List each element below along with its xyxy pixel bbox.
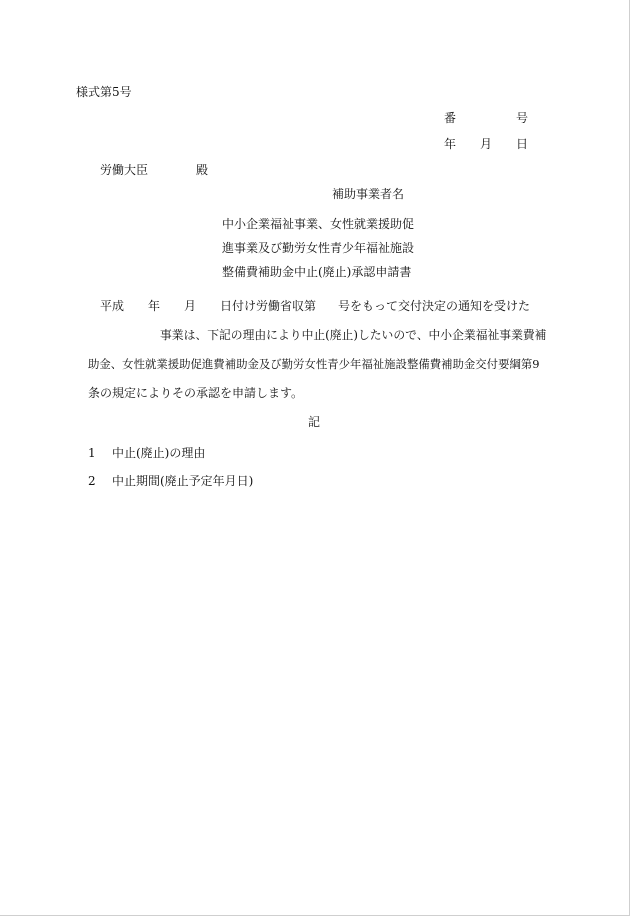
title-line-1: 中小企業福祉事業、女性就業援助促 <box>222 217 415 231</box>
body-line1-end: 号をもって交付決定の通知を受けた <box>338 299 531 313</box>
addressee-honorific: 殿 <box>196 163 209 177</box>
body-month: 月 <box>184 299 197 313</box>
body-line-4: 条の規定によりその承認を申請します。 <box>88 386 304 400</box>
body-line-3: 助金、女性就業援助促進費補助金及び勤労女性青少年福祉施設整備費補助金交付要綱第9 <box>88 357 540 371</box>
date-month: 月 <box>480 137 493 151</box>
body-era: 平成 <box>100 299 125 313</box>
item-1-text: 中止(廃止)の理由 <box>112 446 206 460</box>
item-2-number: 2 <box>88 474 96 488</box>
number-suffix: 号 <box>516 111 529 125</box>
date-year: 年 <box>444 137 457 151</box>
addressee-title: 労働大臣 <box>100 163 149 177</box>
item-2-text: 中止期間(廃止予定年月日) <box>112 474 254 488</box>
applicant-label: 補助事業者名 <box>332 187 405 201</box>
form-number: 様式第5号 <box>76 85 132 99</box>
ki-heading: 記 <box>308 415 321 429</box>
item-1-number: 1 <box>88 446 96 460</box>
date-day: 日 <box>516 137 529 151</box>
title-line-3: 整備費補助金中止(廃止)承認申請書 <box>222 265 412 279</box>
body-line1-rest: 日付け労働省収第 <box>220 299 317 313</box>
body-year: 年 <box>148 299 161 313</box>
number-label: 番 <box>444 111 457 125</box>
body-line-2: 事業は、下記の理由により中止(廃止)したいので、中小企業福祉事業費補 <box>160 328 547 342</box>
title-line-2: 進事業及び勤労女性青少年福祉施設 <box>222 241 415 255</box>
